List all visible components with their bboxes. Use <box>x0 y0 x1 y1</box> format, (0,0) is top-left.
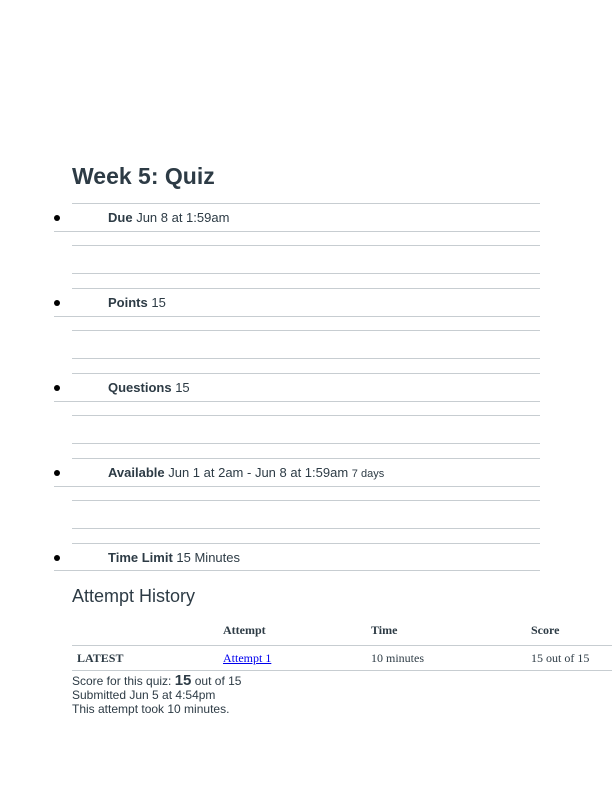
points-label: Points <box>108 295 148 310</box>
attempt-duration-text: This attempt took 10 minutes. <box>72 702 230 716</box>
column-header-score: Score <box>531 623 560 637</box>
divider <box>72 203 540 204</box>
bullet-icon <box>54 470 60 476</box>
bullet-icon <box>54 555 60 561</box>
divider <box>72 288 540 289</box>
available-duration: 7 days <box>351 468 385 480</box>
divider <box>72 415 540 416</box>
divider <box>54 570 540 571</box>
divider <box>72 443 540 444</box>
detail-item-available <box>54 465 540 491</box>
questions-value: 15 <box>175 380 190 395</box>
divider <box>72 543 540 544</box>
submitted-text: Submitted Jun 5 at 4:54pm <box>72 688 216 702</box>
quiz-score-line <box>72 673 241 689</box>
divider <box>54 316 540 317</box>
available-label: Available <box>108 465 165 480</box>
table-header-divider <box>72 645 612 646</box>
divider <box>54 486 540 487</box>
score-value: 15 <box>174 672 192 689</box>
detail-item-due <box>54 210 540 236</box>
detail-item-questions <box>54 380 540 406</box>
score-prefix: Score for this quiz: <box>72 674 172 688</box>
score-suffix: out of 15 <box>194 674 242 688</box>
divider <box>54 401 540 402</box>
attempt-link[interactable]: Attempt 1 <box>223 651 272 665</box>
divider <box>72 245 540 246</box>
attempt-time: 10 minutes <box>371 651 424 665</box>
attempt-history-heading: Attempt History <box>72 586 196 606</box>
time-limit-label: Time Limit <box>108 550 173 565</box>
column-header-attempt: Attempt <box>223 623 266 637</box>
divider <box>54 231 540 232</box>
points-value: 15 <box>151 295 166 310</box>
bullet-icon <box>54 215 60 221</box>
divider <box>72 373 540 374</box>
table-row-divider <box>72 670 612 671</box>
page-title: Week 5: Quiz <box>72 163 215 189</box>
due-label: Due <box>108 210 133 225</box>
column-header-time: Time <box>371 623 398 637</box>
latest-tag: LATEST <box>77 651 124 665</box>
bullet-icon <box>54 300 60 306</box>
available-value: Jun 1 at 2am - Jun 8 at 1:59am <box>168 465 349 480</box>
time-limit-value: 15 Minutes <box>176 550 240 565</box>
attempt-score: 15 out of 15 <box>531 651 590 665</box>
bullet-icon <box>54 385 60 391</box>
divider <box>72 330 540 331</box>
questions-label: Questions <box>108 380 172 395</box>
due-value: Jun 8 at 1:59am <box>136 210 230 225</box>
divider <box>72 528 540 529</box>
divider <box>72 458 540 459</box>
detail-item-points <box>54 295 540 321</box>
detail-item-time-limit <box>54 550 540 576</box>
divider <box>72 358 540 359</box>
divider <box>72 500 540 501</box>
divider <box>72 273 540 274</box>
